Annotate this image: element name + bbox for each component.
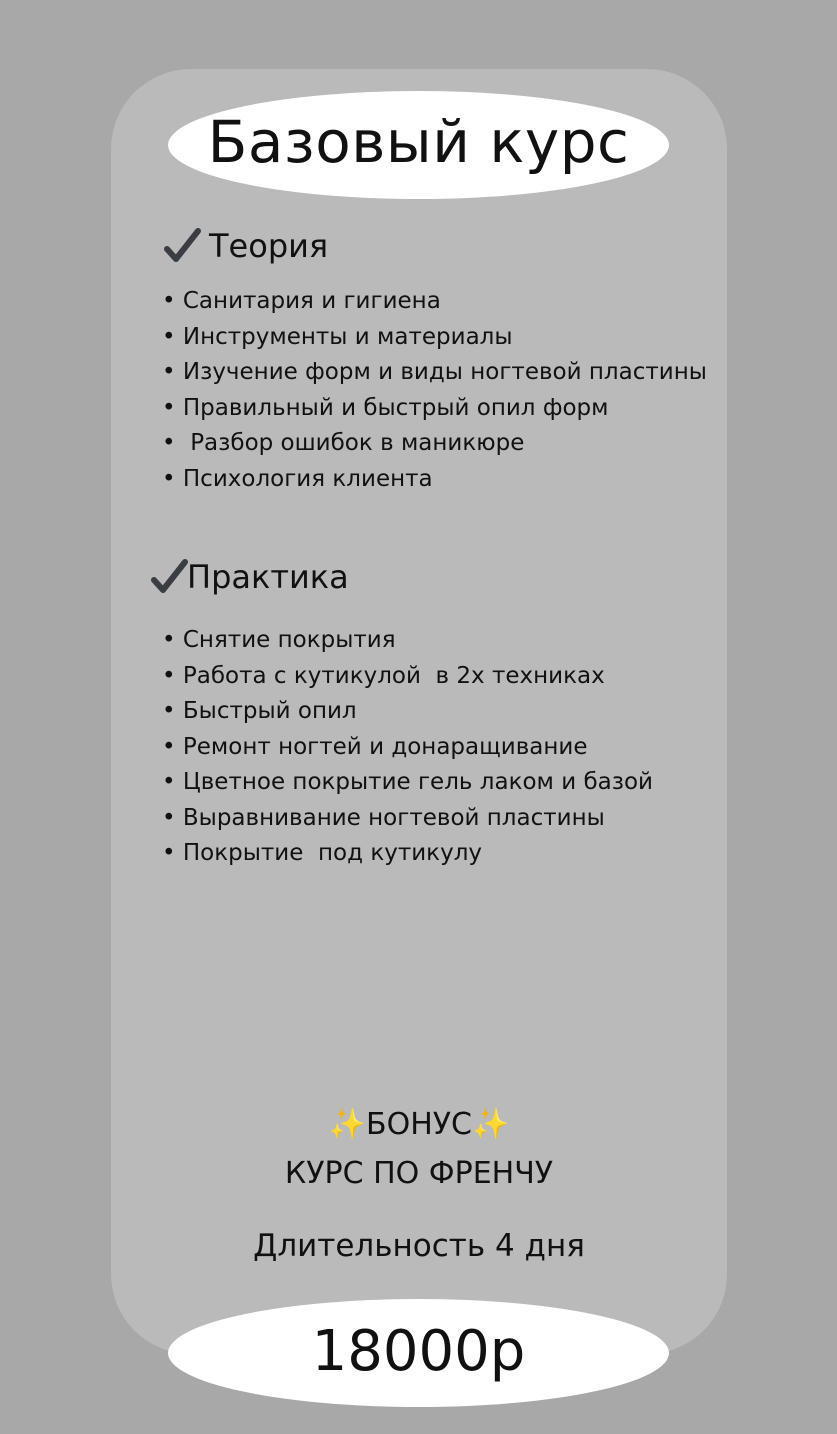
bonus-label: БОНУС [366,1107,472,1142]
list-item: • Ремонт ногтей и донаращивание [162,733,588,760]
list-item: • Правильный и быстрый опил форм [162,394,609,421]
theory-list [162,284,707,497]
list-item: • Покрытие под кутикулу [162,840,483,866]
price-badge [168,1299,669,1407]
check-icon [150,557,190,597]
list-item: • Цветное покрытие гель лаком и базой [162,769,653,795]
list-item: • Санитария и гигиена [162,288,441,314]
price: 18000р [311,1319,526,1384]
list-item: • Работа с кутикулой в 2х техниках [162,662,605,689]
course-title: Базовый курс [207,108,630,176]
title-badge [168,91,669,199]
list-item: • Снятие покрытия [162,627,396,653]
practice-heading-label: Практика [187,558,349,596]
practice-list [162,623,653,872]
list-item: • Выравнивание ногтевой пластины [162,804,605,831]
sparkle-icon: ✨ [328,1107,366,1142]
check-icon [163,226,203,266]
bonus-course: КУРС ПО ФРЕНЧУ [284,1156,554,1191]
sparkle-icon: ✨ [471,1107,510,1142]
list-item: • Разбор ошибок в маникюре [162,430,525,456]
bonus-line [111,1103,727,1147]
list-item: • Инструменты и материалы [162,323,513,350]
practice-heading [150,557,349,597]
theory-heading [163,226,328,266]
list-item: • Психология клиента [162,465,433,492]
theory-heading-label: Теория [209,227,329,265]
duration: Длительность 4 дня [253,1228,585,1264]
list-item: • Изучение форм и виды ногтевой пластины [162,359,707,385]
list-item: • Быстрый опил [162,698,357,724]
